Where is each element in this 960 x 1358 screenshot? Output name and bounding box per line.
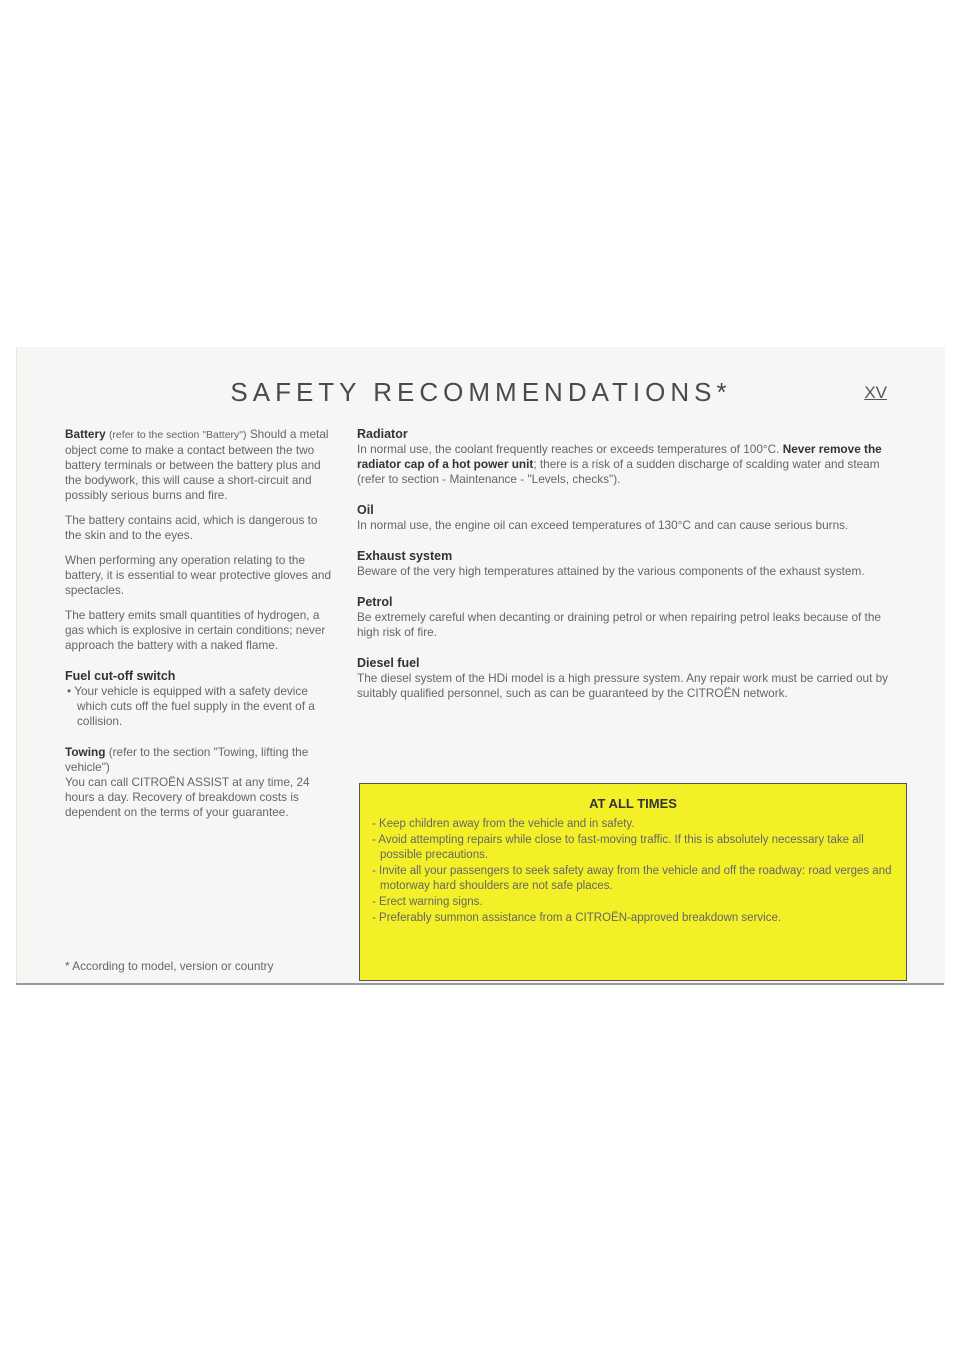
exhaust-text: Beware of the very high temperatures attained by the various components of the exhaust system. xyxy=(357,564,865,578)
oil-heading: Oil xyxy=(357,503,374,517)
left-column xyxy=(65,427,333,836)
diesel-text: The diesel system of the HDi model is a high pressure system. Any repair work must be carried out by suitably qualified personnel, such as can be guaranteed by the CITROËN network. xyxy=(357,671,889,700)
page-bottom-rule xyxy=(16,983,944,985)
warning-title: AT ALL TIMES xyxy=(589,796,677,811)
radiator-heading: Radiator xyxy=(357,427,408,441)
section-exhaust xyxy=(357,549,895,579)
towing-heading: Towing xyxy=(65,745,106,759)
battery-reference: (refer to the section "Battery") xyxy=(108,429,247,441)
warning-item: - Erect warning signs. xyxy=(370,895,896,910)
battery-paragraph-1: Should a metal object come to make a contact between the two battery terminals or between the battery plus and the bodywork, this will cause a short-circuit and possibly serious burns and fire. xyxy=(65,427,329,502)
warning-item: - Invite all your passengers to seek safety away from the vehicle and off the roadway: road verges and motorway hard shoulders are not safe places. xyxy=(370,864,896,894)
section-towing xyxy=(65,745,333,820)
diesel-heading: Diesel fuel xyxy=(357,656,420,670)
manual-page xyxy=(16,347,945,983)
exhaust-heading: Exhaust system xyxy=(357,549,453,563)
battery-paragraph-2: The battery contains acid, which is dangerous to the skin and to the eyes. xyxy=(65,513,318,542)
battery-heading: Battery xyxy=(65,427,106,441)
warning-item: - Preferably summon assistance from a CITROËN-approved breakdown service. xyxy=(370,911,896,926)
warning-box xyxy=(359,783,907,981)
section-radiator xyxy=(357,427,895,487)
section-fuel-cutoff xyxy=(65,669,333,729)
fuel-cutoff-bullet: • Your vehicle is equipped with a safety device which cuts off the fuel supply in the event of a collision. xyxy=(67,684,315,728)
warning-item: - Keep children away from the vehicle and in safety. xyxy=(370,817,896,832)
radiator-warning-bold: Never remove the radiator cap of a hot power unit xyxy=(357,442,882,471)
warning-list xyxy=(370,817,896,926)
radiator-text-a: In normal use, the coolant frequently reaches or exceeds temperatures of 100°C. xyxy=(357,442,783,456)
footnote: * According to model, version or country xyxy=(65,959,274,973)
battery-paragraph-4: The battery emits small quantities of hydrogen, a gas which is explosive in certain conditions; never approach the battery with a naked flame. xyxy=(65,608,326,652)
petrol-heading: Petrol xyxy=(357,595,393,609)
warning-item: - Avoid attempting repairs while close to fast-moving traffic. If this is absolutely necessary take all possible precautions. xyxy=(370,833,896,863)
section-diesel xyxy=(357,656,895,701)
fuel-cutoff-heading: Fuel cut-off switch xyxy=(65,669,176,683)
section-oil xyxy=(357,503,895,533)
page-title: SAFETY RECOMMENDATIONS* xyxy=(230,377,732,407)
towing-text: You can call CITROËN ASSIST at any time, 24 hours a day. Recovery of breakdown costs is dependent on the terms of your guarantee. xyxy=(65,775,310,819)
radiator-text-b: ; there is a risk of a sudden discharge of scalding water and steam (refer to section - Maintenance - "Levels, checks"). xyxy=(357,457,880,486)
oil-text: In normal use, the engine oil can exceed temperatures of 130°C and can cause serious burns. xyxy=(357,518,849,532)
petrol-text: Be extremely careful when decanting or draining petrol or when repairing petrol leaks because of the high risk of fire. xyxy=(357,610,881,639)
battery-paragraph-3: When performing any operation relating to the battery, it is essential to wear protective gloves and spectacles. xyxy=(65,553,332,597)
towing-reference: (refer to the section "Towing, lifting the vehicle") xyxy=(65,745,309,774)
page-number: XV xyxy=(864,383,887,402)
section-battery xyxy=(65,427,333,653)
right-column xyxy=(357,427,895,717)
section-petrol xyxy=(357,595,895,640)
